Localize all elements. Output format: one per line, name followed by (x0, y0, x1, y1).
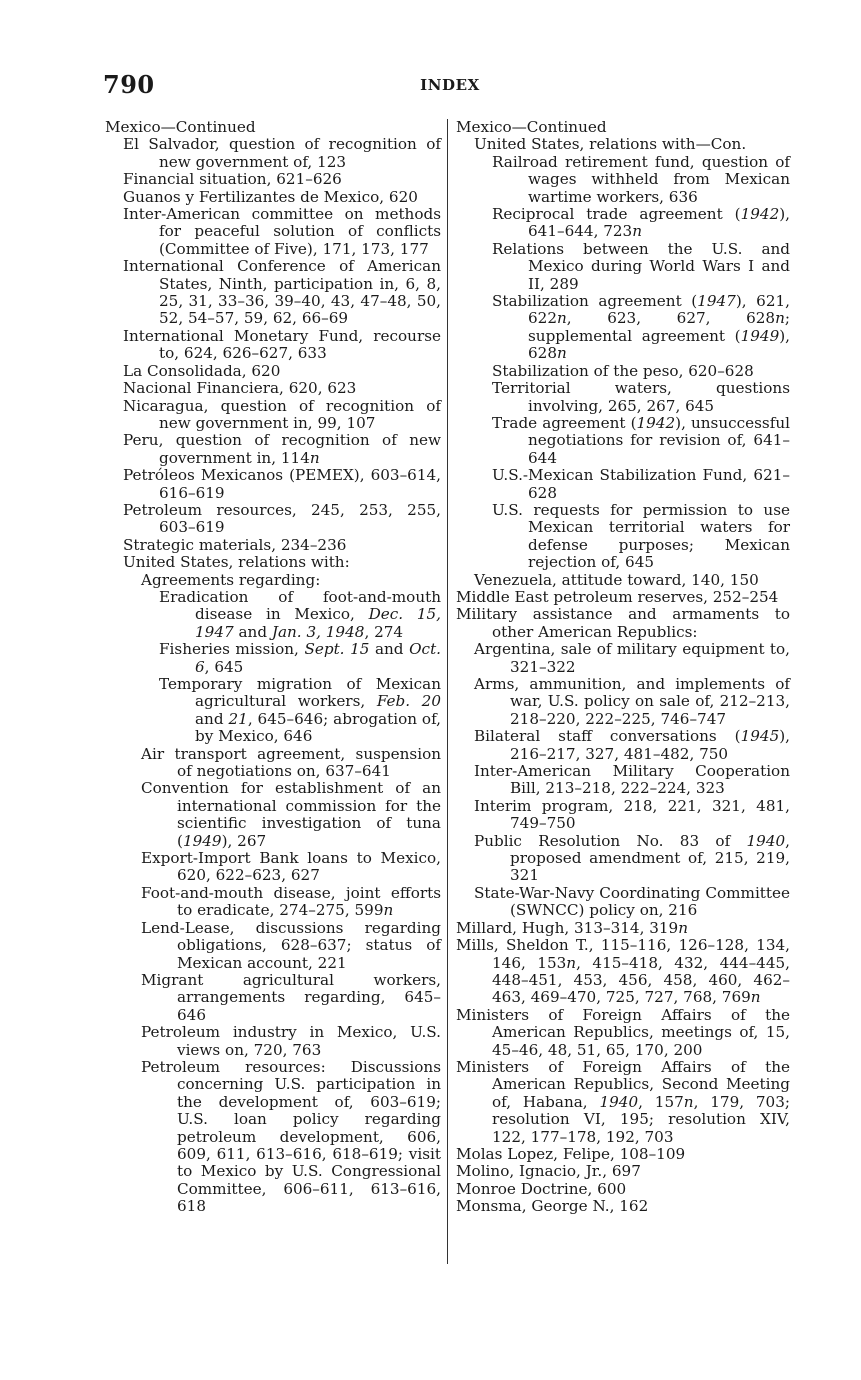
index-entry: Stabilization agreement (1947), 621, 622n, 623, 627, 628n; supplemental agreement (1949), 628n (492, 292, 790, 363)
index-entry: Trade agreement (1942), unsuccessful negotiations for revision of, 641–644 (492, 413, 790, 467)
index-entry: Military assistance and armaments to other American Republics: (456, 605, 790, 641)
index-entry: Export-Import Bank loans to Mexico, 620, 622–623, 627 (141, 849, 441, 885)
index-entry: Eradication of foot-and-mouth disease in Mexico, Dec. 15, 1947 and Jan. 3, 1948, 274 (159, 587, 441, 641)
index-entry: United States, relations with: (123, 553, 350, 572)
index-entry: U.S.-Mexican Stabilization Fund, 621–628 (492, 466, 790, 502)
index-entry: Nacional Financiera, 620, 623 (123, 379, 357, 398)
index-entry: Petróleos Mexicanos (PEMEX), 603–614, 616–619 (123, 466, 441, 502)
index-entry: Mexico—Continued (105, 118, 256, 136)
index-column-right (456, 119, 790, 1216)
index-entry: Monsma, George N., 162 (456, 1197, 649, 1216)
index-entry: Molas Lopez, Felipe, 108–109 (456, 1144, 686, 1163)
index-entry: Railroad retirement fund, question of wages withheld from Mexican wartime workers, 636 (492, 152, 790, 206)
index-entry: United States, relations with—Con. (474, 135, 747, 154)
index-entry: Foot-and-mouth disease, joint efforts to eradicate, 274–275, 599n (141, 883, 441, 920)
index-entry: Financial situation, 621–626 (123, 170, 342, 189)
index-entry: La Consolidada, 620 (123, 361, 281, 380)
index-entry: Interim program, 218, 221, 321, 481, 749–750 (474, 796, 790, 833)
index-entry: Middle East petroleum reserves, 252–254 (456, 587, 779, 606)
index-entry: Arms, ammunition, and implements of war, U.S. policy on sale of, 212–213, 218–220, 222–225, 746–747 (474, 675, 790, 728)
index-entry: Mexico—Continued (456, 118, 607, 136)
column-divider (447, 119, 448, 1264)
index-entry: Venezuela, attitude toward, 140, 150 (474, 570, 759, 589)
index-entry: Agreements regarding: (141, 570, 321, 589)
index-entry: Fisheries mission, Sept. 15 and Oct. 6, 645 (159, 640, 441, 676)
index-entry: U.S. requests for permission to use Mexican territorial waters for defense purposes; Mexican rejection of, 645 (492, 500, 790, 572)
index-entry: Nicaragua, question of recognition of new government in, 99, 107 (123, 396, 441, 432)
index-entry: Temporary migration of Mexican agricultural workers, Feb. 20 and 21, 645–646; abrogation of, by Mexico, 646 (159, 675, 441, 746)
index-entry: Molino, Ignacio, Jr., 697 (456, 1162, 641, 1181)
index-entry: International Monetary Fund, recourse to, 624, 626–627, 633 (123, 326, 441, 363)
index-entry: Territorial waters, questions involving, 265, 267, 645 (492, 379, 790, 415)
index-entry: Petroleum resources: Discussions concerning U.S. participation in the development of, 603–619; U.S. loan policy regarding petroleum development, 606, 609, 611, 613–616, 618–619; visit to Mexico by U.S. Congressional Committee, 606–611, 613–616, 618 (141, 1057, 441, 1216)
index-entry: Guanos y Fertilizantes de Mexico, 620 (123, 187, 418, 206)
index-entry: Ministers of Foreign Affairs of the American Republics, meetings of, 15, 45–46, 48, 51, 65, 170, 200 (456, 1005, 790, 1059)
index-entry: Ministers of Foreign Affairs of the American Republics, Second Meeting of, Habana, 1940, 157n, 179, 703; resolution VI, 195; resolution XIV, 122, 177–178, 192, 703 (456, 1057, 790, 1146)
index-entry: Mills, Sheldon T., 115–116, 126–128, 134, 146, 153n, 415–418, 432, 444–445, 448–451, 453, 456, 458, 460, 462–463, 469–470, 725, 727, 768, 769n (456, 936, 790, 1007)
index-column-left (105, 119, 441, 1216)
index-entry: Inter-American Military Cooperation Bill, 213–218, 222–224, 323 (474, 762, 790, 798)
index-entry: Petroleum resources, 245, 253, 255, 603–619 (123, 500, 441, 537)
index-entry: Migrant agricultural workers, arrangements regarding, 645–646 (141, 970, 441, 1024)
index-entry: Lend-Lease, discussions regarding obligations, 628–637; status of Mexican account, 221 (141, 918, 441, 972)
index-entry: Peru, question of recognition of new government in, 114n (123, 431, 441, 467)
index-entry: Millard, Hugh, 313–314, 319n (456, 918, 689, 937)
index-entry: Monroe Doctrine, 600 (456, 1179, 627, 1198)
index-entry: Bilateral staff conversations (1945), 216–217, 327, 481–482, 750 (474, 727, 790, 763)
page-number: 790 (103, 70, 155, 99)
running-head: INDEX (420, 76, 480, 94)
index-entry: El Salvador, question of recognition of new government of, 123 (123, 135, 441, 171)
index-entry: Strategic materials, 234–236 (123, 535, 347, 554)
index-entry: Public Resolution No. 83 of 1940, proposed amendment of, 215, 219, 321 (474, 831, 790, 885)
index-entry: Petroleum industry in Mexico, U.S. views on, 720, 763 (141, 1023, 441, 1059)
index-entry: International Conference of American States, Ninth, participation in, 6, 8, 25, 31, 33–36, 39–40, 43, 47–48, 50, 52, 54–57, 59, 62, 66–69 (123, 257, 441, 328)
index-entry: Air transport agreement, suspension of negotiations on, 637–641 (141, 744, 441, 781)
index-entry: Convention for establishment of an international commission for the scientific investigation of tuna (1949), 267 (141, 779, 441, 850)
index-entry: Inter-American committee on methods for peaceful solution of conflicts (Committee of Five), 171, 173, 177 (123, 205, 441, 258)
index-entry: Reciprocal trade agreement (1942), 641–644, 723n (492, 205, 790, 241)
index-entry: State-War-Navy Coordinating Committee (SWNCC) policy on, 216 (474, 883, 790, 920)
index-entry: Relations between the U.S. and Mexico during World Wars I and II, 289 (492, 239, 790, 293)
index-entry: Stabilization of the peso, 620–628 (492, 361, 754, 380)
index-entry: Argentina, sale of military equipment to, 321–322 (474, 640, 790, 676)
